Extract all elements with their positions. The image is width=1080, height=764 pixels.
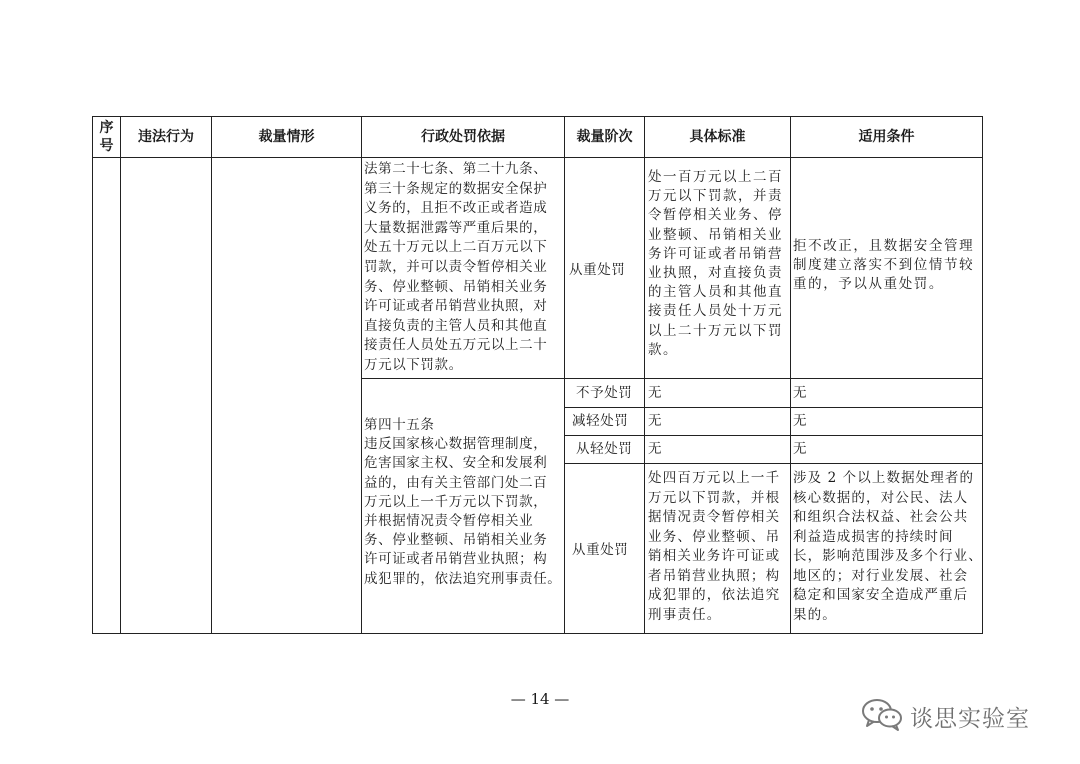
penalty-level: 从轻处罚 (576, 441, 633, 457)
col-rule (211, 116, 212, 634)
row-rule (361, 378, 983, 379)
applicable-condition: 无 (793, 385, 808, 401)
header-violation: 违法行为 (138, 129, 194, 145)
header-standard: 具体标准 (689, 129, 746, 145)
penalty-level: 从重处罚 (569, 262, 626, 278)
watermark-text: 谈思实验室 (910, 705, 1030, 732)
penalty-level: 不予处罚 (576, 385, 633, 401)
header-legal-basis: 行政处罚依据 (421, 129, 505, 145)
header-condition: 适用条件 (858, 129, 915, 145)
col-rule (644, 116, 645, 634)
table-border-top (92, 116, 983, 117)
legal-basis-text: 法第二十七条、第二十九条、 第三十条规定的数据安全保护 义务的，且拒不改正或者造成 大量数据泄露等严重后果的， 处五十万元以上二百万元以下 罚款，并可以责令暂停相关业 务、停业整顿、吊销相关业务 许可证或者吊销营业执照，对 直接负责的主管人员和其他直 接责任人员处五万元以上二十 万元以下罚款。 (364, 161, 548, 373)
applicable-condition: 拒不改正，且数据安全管理 制度建立落实不到位情节较 重的，予以从重处罚。 (793, 238, 975, 292)
col-rule (790, 116, 791, 634)
row-rule (564, 407, 983, 408)
watermark (860, 696, 1030, 736)
penalty-standard: 无 (648, 441, 663, 457)
header-seq: 序 号 (99, 120, 114, 154)
applicable-condition: 无 (793, 441, 808, 457)
penalty-standard: 处四百万元以上一千 万元以下罚款，并根 据情况责令暂停相关 业务、停业整顿、吊 销相关业务许可证或 者吊销营业执照；构 成犯罪的，依法追究 刑事责任。 (648, 470, 781, 623)
header-level: 裁量阶次 (576, 129, 633, 145)
header-rule (92, 157, 983, 158)
penalty-standard: 无 (648, 413, 663, 429)
wechat-icon (860, 696, 904, 736)
header-circumstance: 裁量情形 (258, 129, 315, 145)
table-border-bottom (92, 633, 983, 634)
row-rule (564, 463, 983, 464)
penalty-level: 减轻处罚 (572, 413, 629, 429)
penalty-standard: 无 (648, 385, 663, 401)
page-number: — 14 — (510, 690, 570, 708)
table-border-left (92, 116, 93, 634)
applicable-condition: 无 (793, 413, 808, 429)
row-rule (564, 435, 983, 436)
applicable-condition: 涉及 2 个以上数据处理者的 核心数据的，对公民、法人 和组织合法权益、社会公共 利益造成损害的持续时间 长，影响范围涉及多个行业、 地区的；对行业发展、社会 稳定和国家安全造成严重后 果的。 (793, 470, 983, 623)
col-rule (120, 116, 121, 634)
legal-basis-text: 第四十五条 违反国家核心数据管理制度， 危害国家主权、安全和发展利 益的，由有关主管部门处二百 万元以上一千万元以下罚款， 并根据情况责令暂停相关业 务、停业整顿、吊销相关业务 许可证或者吊销营业执照；构 成犯罪的，依法追究刑事责任。 (364, 417, 562, 587)
penalty-standard: 处一百万元以上二百 万元以下罚款，并责 令暂停相关业务、停 业整顿、吊销相关业 务许可证或者吊销营 业执照，对直接负责 的主管人员和其他直 接责任人员处十万元 以上二十万元以下罚 款。 (648, 169, 783, 358)
col-rule (564, 116, 565, 634)
penalty-level: 从重处罚 (572, 542, 629, 558)
col-rule (361, 116, 362, 634)
